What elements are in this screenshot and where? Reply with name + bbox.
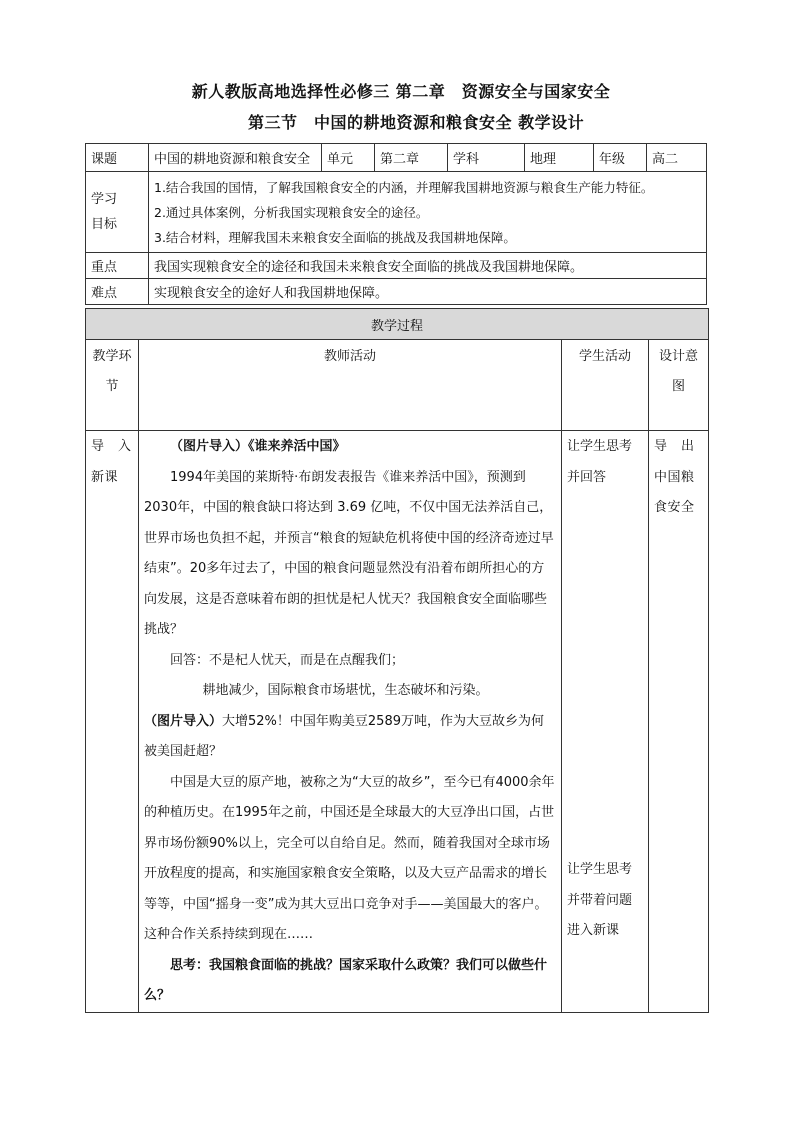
goals-content <box>149 172 707 253</box>
student-activity-1: 让学生思考并回答 <box>567 439 633 485</box>
topic-value: 中国的耕地资源和粮食安全 <box>149 144 322 172</box>
process-heading-row <box>86 309 709 340</box>
teacher-p6: 中国是大豆的原产地，被称之为“大豆的故乡”，至今已有4000余年的种植历史。在1995年之前，中国还是全球最大的大豆净出口国，占世界市场份额90%以上，完全可以自给自足。然而，随着我国对全球市场开放程度的提高，和实施国家粮食安全策略，以及大豆产品需求的增长等等，中国“摇身一变”成为其大豆出口竞争对手——美国最大的客户。这种合作关系持续到现在…… <box>144 774 555 942</box>
key-row <box>86 253 707 279</box>
difficult-label: 难点 <box>86 279 149 305</box>
process-row-intro <box>86 431 709 1013</box>
col-stage-header: 教学环节 <box>86 340 139 431</box>
subject-label: 学科 <box>448 144 525 172</box>
teacher-p1: （图片导入）《谁来养活中国》 <box>170 439 346 454</box>
teacher-p4: 耕地减少，国际粮食市场堪忧，生态破坏和污染。 <box>202 683 489 698</box>
grade-value: 高二 <box>647 144 707 172</box>
difficult-value: 实现粮食安全的途好人和我国耕地保障。 <box>149 279 707 305</box>
teacher-activity-cell <box>139 431 562 1013</box>
teacher-p7: 思考：我国粮食面临的挑战？国家采取什么政策？我们可以做些什么？ <box>144 957 548 1003</box>
teacher-p3: 回答：不是杞人忧天，而是在点醒我们； <box>170 652 405 668</box>
col-teacher-header: 教师活动 <box>139 340 562 431</box>
topic-row <box>86 144 707 172</box>
difficult-row <box>86 279 707 305</box>
student-activity-2: 让学生思考并带着问题进入新课 <box>567 862 633 938</box>
document-title: 新人教版高地选择性必修三 第二章 资源安全与国家安全 <box>191 82 611 101</box>
goals-row <box>86 172 707 253</box>
key-label: 重点 <box>86 253 149 279</box>
lesson-info-table <box>85 143 707 305</box>
key-value: 我国实现粮食安全的途径和我国未来粮食安全面临的挑战及我国耕地保障。 <box>149 253 707 279</box>
subject-value: 地理 <box>525 144 594 172</box>
teacher-p2: 1994年美国的莱斯特·布朗发表报告《谁来养活中国》，预测到2030年，中国的粮食缺口将达到 3.69 亿吨，不仅中国无法养活自己，世界市场也负担不起，并预言“粮食的短缺危机将使中国的经济奇迹过早结束”。20多年过去了，中国的粮食问题显然没有沿着布朗所担心的方向发展，这是否意味着布朗的担忧是杞人忧天？我国粮食安全面临哪些挑战？ <box>144 469 554 637</box>
unit-value: 第二章 <box>375 144 448 172</box>
goals-label: 学习 目标 <box>86 172 149 253</box>
student-activity-cell <box>562 431 649 1013</box>
process-column-headers <box>86 340 709 431</box>
col-student-header: 学生活动 <box>562 340 649 431</box>
design-intent-cell: 导 出中国粮食安全 <box>649 431 709 1013</box>
teacher-p5: （图片导入）大增52%！中国年购美豆2589万吨，作为大豆故乡为何被美国赶超？ <box>144 713 544 759</box>
unit-label: 单元 <box>322 144 375 172</box>
goal-item: 1.结合我国的国情，了解我国粮食安全的内涵，并理解我国耕地资源与粮食生产能力特征。 <box>154 179 654 195</box>
topic-label: 课题 <box>86 144 149 172</box>
goal-item: 2.通过具体案例，分析我国实现粮食安全的途径。 <box>154 204 429 220</box>
grade-label: 年级 <box>594 144 647 172</box>
process-table <box>85 308 709 1013</box>
document-subtitle: 第三节 中国的耕地资源和粮食安全 教学设计 <box>248 113 585 132</box>
col-design-header: 设计意图 <box>649 340 709 431</box>
process-heading: 教学过程 <box>86 309 709 340</box>
stage-cell: 导 入新课 <box>86 431 139 1013</box>
goal-item: 3.结合材料，理解我国未来粮食安全面临的挑战及我国耕地保障。 <box>154 229 516 245</box>
